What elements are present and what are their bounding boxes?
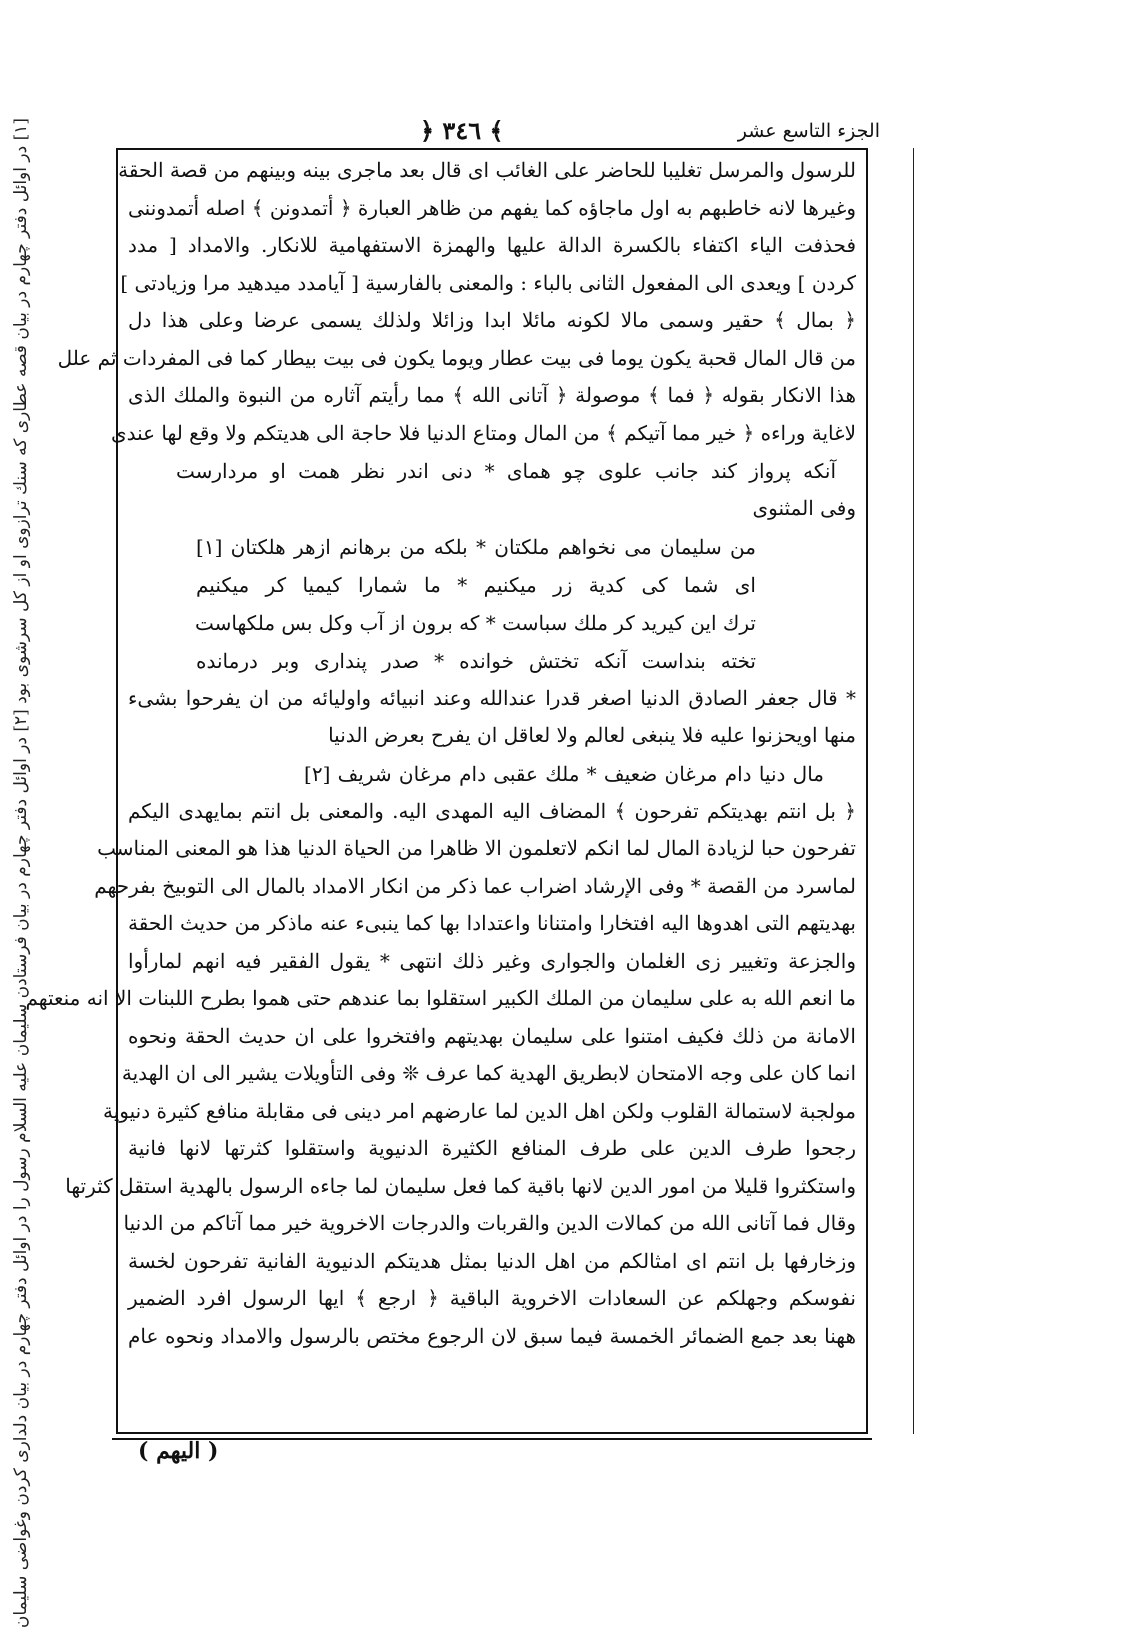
text-line: وغيرها لانه خاطبهم به اول ماجاؤه كما يفهم من ظاهر العبارة ﴿ أتمدونن ﴾ اصله أتمدوننى [128,195,857,220]
text-line: * قال جعفر الصادق الدنيا اصغر قدرا عندالله وعند انبيائه واوليائه من ان يفرحوا بشىء [128,685,856,710]
mathnawi-verse [128,604,856,642]
text-line: ﴿ بمال ﴾ حقير وسمى مالا لكونه مائلا ابدا وزائلا ولذلك يسمى عرضا وعلى هذا دل [128,308,856,332]
text-line: رجحوا طرف الدين على طرف المنافع الكثيرة الدنيوية واستقلوا كثرتها لانها فانية [128,1136,856,1160]
text-line: لماسرد من القصة * وفى الإرشاد اضراب عما ذكر من انكار الامداد بالمال الى التوبيخ بفرحهم [94,873,856,898]
text-line: من قال المال قحبة يكون يوما فى بيت عطار ويوما يكون فى بيت بيطار كما فى المفردات ثم علل [57,345,856,370]
text-line: ههنا بعد جمع الضمائر الخمسة فيما سبق لان الرجوع مختص بالرسول والامداد ونحوه عام [128,1323,856,1348]
page-number: ﴿ ٣٤٦ ﴾ [420,116,504,145]
verse-text: مال دنيا دام مرغان ضعيف * ملك عقبى دام مرغان شريف [٢] [304,761,824,786]
text-line: ما انعم الله به على سليمان من الملك الكبير استقلوا بما عندهم حتى هموا بطرح اللبنات الا انه منعتهم [25,986,856,1010]
text-line: منها اويحزنوا عليه فلا ينبغى لعالم ولا لعاقل ان يفرح بعرض الدنيا [328,723,856,747]
text-line: واستكثروا قليلا من امور الدين لانها باقية كما فعل سليمان لما جاءه الرسول بالهدية استقل كثرتها [65,1173,856,1198]
text-line: للرسول والمرسل تغليبا للحاضر على الغائب اى قال بعد ماجرى بينه وبينهم من قصة الحقة [118,158,856,182]
text-line: بهديتهم التى اهدوها اليه افتخارا وامتنانا واعتدادا بها كما ينبىء عنه ماذكر من حديث الحقة [128,911,856,935]
verse-text: من سليمان مى نخواهم ملكتان * بلكه من برهانم ازهر هلكتان [١] [196,534,756,559]
text-line: والجزعة وتغيير زى الغلمان والجوارى وغير ذلك انتهى * يقول الفقير فيه انهم لمارأوا [128,948,856,973]
text-line: انما كان على وجه الامتحان لابطريق الهدية كما عرف ❊ وفى التأويلات يشير الى ان الهدية [121,1061,856,1085]
verse-text: تخته بنداست آنكه تختش خوانده * صدر پندارى وبر درمانده [196,648,756,673]
text-line: مولجبة لاستمالة القلوب ولكن اهل الدين لما عارضهم امر دينى فى مقابلة منافع كثيرة دنيوية [102,1098,856,1123]
mathnawi-label: وفى المثنوى [752,496,856,520]
margin-column [872,148,914,1434]
mathnawi-verse [128,642,856,680]
text-line: الامانة من ذلك فكيف امتنوا على سليمان بهديتهم وافتخروا على ان حديث الحقة ونحوه [128,1023,856,1048]
verse-text: ترك اين كيريد كر ملك سباست * كه برون از آب وكل بس ملكهاست [194,610,756,635]
text-line: فحذفت الياء اكتفاء بالكسرة الدالة عليها والهمزة الاستفهامية للانكار. والامداد [ مدد [128,233,856,257]
text-line: نفوسكم وجهلكم عن السعادات الاخروية الباقية ﴿ ارجع ﴾ ايها الرسول افرد الضمير [128,1286,856,1310]
mathnawi-verse [128,566,856,604]
catchword: ( اليهم ) [138,1438,219,1464]
part-title: الجزء التاسع عشر [737,120,880,142]
text-line: كردن ] ويعدى الى المفعول الثانى بالباء : والمعنى بالفارسية [ آيامدد ميدهيد مرا وزيادتى ] [120,270,856,295]
page-header [120,116,880,148]
verse-text: اى شما كى كدية زر ميكنيم * ما شمارا كيميا كر ميكنيم [196,572,756,597]
main-text [25,152,857,1355]
text-line: وقال فما آتانى الله من كمالات الدين والقربات والدرجات الاخروية خير مما آتاكم من الدنيا [123,1211,856,1235]
margin-note: [١] در اوائل دفتر چهارم در بيان قصه عطارى كه سنك ترازوى او از كل سرشوى بود [٢] در اوائل دفتر چهارم در بيان فرستادن سليمان عليه السلام رسول را در اوائل دفتر چهارم در بيان دلدارى كردن وغواضى سليمان [11,118,31,1628]
verse-text: آنكه پرواز كند جانب علوى چو هماى * دنى اندر نظر همت او مردارست [176,459,836,483]
mathnawi-verse [128,528,856,566]
persian-verse [128,452,856,490]
text-line: وزخارفها بل انتم اى امثالكم من اهل الدنيا بمثل هديتكم الدنيوية الفانية تفرحون لخسة [128,1248,856,1273]
arabic-verse [128,755,856,793]
text-line: لاغاية وراءه ﴿ خير مما آتيكم ﴾ من المال ومتاع الدنيا فلا حاجة الى هديتكم ولا وقع لها عندى [110,420,856,445]
text-line: ﴿ بل انتم بهديتكم تفرحون ﴾ المضاف اليه المهدى اليه. والمعنى بل انتم بمايهدى اليكم [128,798,856,823]
text-line: هذا الانكار بقوله ﴿ فما ﴾ موصولة ﴿ آتانى الله ﴾ مما رأيتم آثاره من النبوة والملك الذى [128,383,856,407]
text-line: تفرحون حبا لزيادة المال لما انكم لاتعلمون الا ظاهرا من الحياة الدنيا هذا هو المعنى المناسب [97,836,856,860]
